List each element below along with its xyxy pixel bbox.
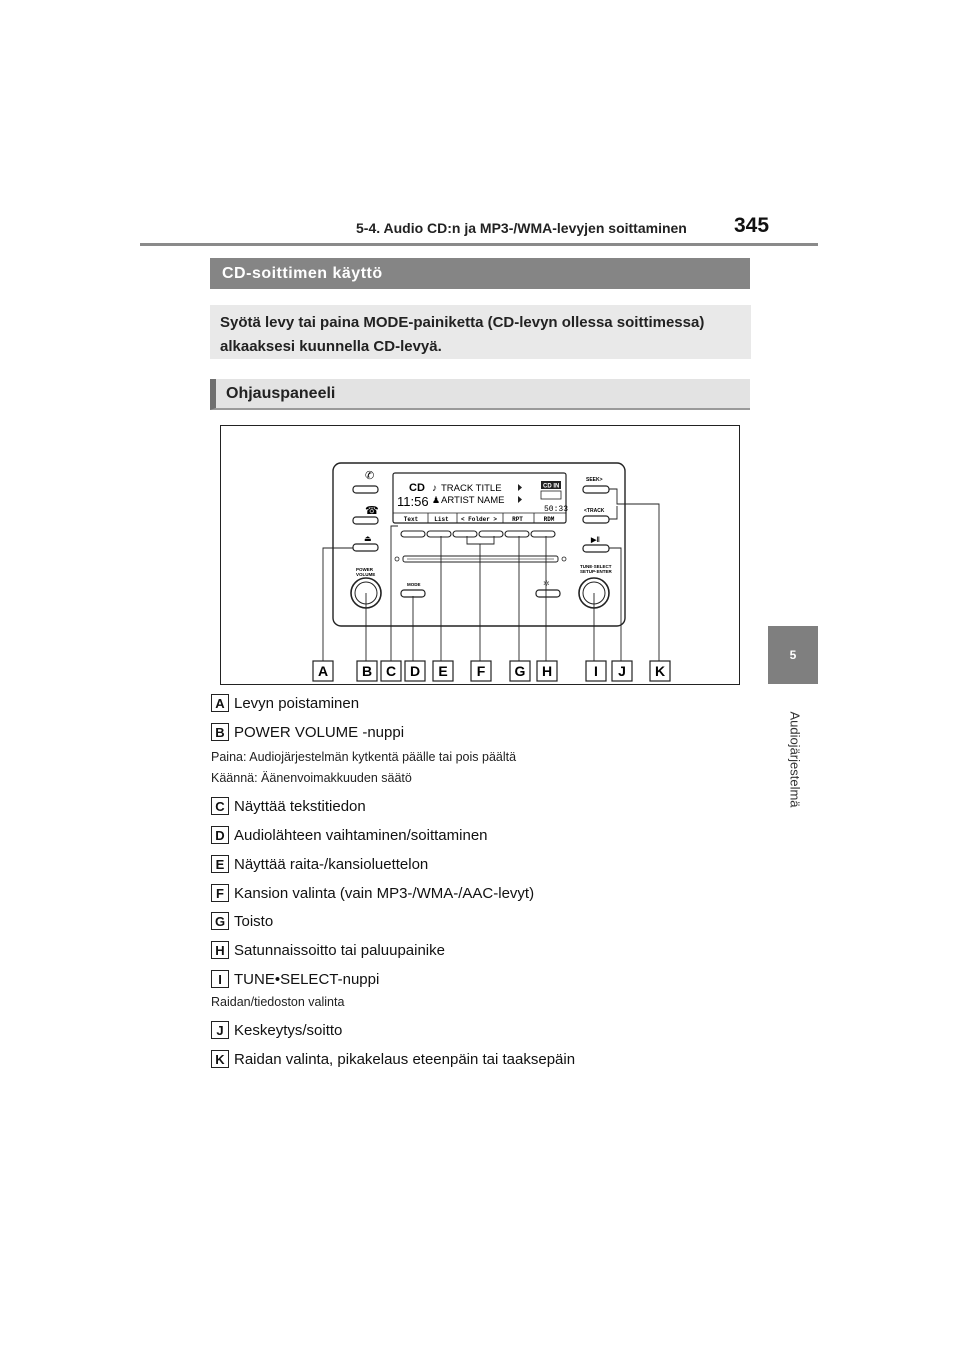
callout-letter-d: D bbox=[409, 663, 421, 679]
legend-item-j bbox=[211, 1020, 342, 1040]
brightness-icon: ✲ bbox=[543, 579, 550, 588]
note-tune-select: Raidan/tiedoston valinta bbox=[211, 995, 345, 1009]
intro-text: Syötä levy tai paina MODE-painiketta (CD-levyn ollessa soittimessa) alkaaksesi kuunnella CD-levyä. bbox=[210, 305, 751, 359]
tune-select-label: TUNE·SELECT bbox=[580, 564, 612, 569]
softkey-button[interactable] bbox=[453, 531, 477, 537]
track-button[interactable] bbox=[583, 516, 609, 523]
phone-on-icon: ✆ bbox=[365, 470, 375, 482]
legend-badge-g: G bbox=[211, 912, 229, 930]
callout-letter-g: G bbox=[514, 663, 526, 679]
seek-button[interactable] bbox=[583, 486, 609, 493]
legend-item-h bbox=[211, 940, 445, 960]
display-person-icon: ♟ bbox=[432, 495, 441, 505]
callout-letter-i: I bbox=[594, 663, 598, 679]
track-label: <TRACK bbox=[584, 508, 605, 514]
legend-badge-b: B bbox=[211, 723, 229, 741]
control-panel-illustration bbox=[221, 426, 739, 684]
legend-item-f bbox=[211, 883, 534, 903]
legend-item-a bbox=[211, 693, 359, 713]
softkey-label: List bbox=[434, 516, 449, 523]
legend-text-e: Näyttää raita-/kansioluettelon bbox=[234, 855, 429, 873]
subsection-title: Ohjauspaneeli bbox=[210, 379, 750, 410]
legend-item-b bbox=[211, 722, 404, 742]
legend-badge-a: A bbox=[211, 694, 229, 712]
display-time: 50:33 bbox=[544, 505, 569, 514]
legend-item-g bbox=[211, 911, 273, 931]
volume-label: VOLUME bbox=[356, 572, 376, 577]
phone-on-button[interactable] bbox=[353, 486, 378, 493]
seek-label: SEEK> bbox=[586, 477, 603, 483]
softkey-label: RPT bbox=[512, 516, 523, 523]
legend-item-k bbox=[211, 1049, 575, 1069]
display-button[interactable] bbox=[536, 590, 560, 597]
legend-text-k: Raidan valinta, pikakelaus eteenpäin tai taaksepäin bbox=[234, 1050, 576, 1068]
callout-letter-j: J bbox=[618, 663, 626, 679]
callout-letter-k: K bbox=[654, 663, 666, 679]
legend-badge-j: J bbox=[211, 1021, 229, 1039]
play-pause-button[interactable] bbox=[583, 545, 609, 552]
legend-text-h: Satunnaissoitto tai paluupainike bbox=[234, 941, 445, 959]
legend-badge-e: E bbox=[211, 855, 229, 873]
legend-text-i: TUNE•SELECT-nuppi bbox=[234, 970, 380, 988]
legend-item-d bbox=[211, 825, 488, 845]
display-source: CD bbox=[409, 482, 425, 494]
callout-letter-b: B bbox=[361, 663, 373, 679]
legend-text-c: Näyttää tekstitiedon bbox=[234, 797, 366, 815]
legend-text-j: Keskeytys/soitto bbox=[234, 1021, 343, 1039]
legend-text-a: Levyn poistaminen bbox=[234, 694, 360, 712]
legend-text-b: POWER VOLUME -nuppi bbox=[234, 723, 405, 741]
legend-badge-k: K bbox=[211, 1050, 229, 1068]
legend-badge-i: I bbox=[211, 970, 229, 988]
running-header: 5-4. Audio CD:n ja MP3-/WMA-levyjen soittaminen bbox=[356, 220, 687, 236]
softkey-label: < Folder > bbox=[460, 516, 498, 523]
phone-off-icon: ☎ bbox=[365, 505, 379, 517]
callout-boxes bbox=[313, 661, 670, 681]
cd-in-label: CD IN bbox=[543, 483, 560, 490]
softkey-label: RDM bbox=[543, 516, 555, 523]
mode-button[interactable] bbox=[401, 590, 425, 597]
softkey-button[interactable] bbox=[505, 531, 529, 537]
mode-label: MODE bbox=[407, 582, 421, 587]
callout-letter-a: A bbox=[317, 663, 329, 679]
legend-text-g: Toisto bbox=[234, 912, 274, 930]
display-track-title: TRACK TITLE bbox=[441, 483, 502, 494]
legend-badge-f: F bbox=[211, 884, 229, 902]
power-label: POWER bbox=[356, 567, 374, 572]
softkey-button[interactable] bbox=[531, 531, 555, 537]
legend-badge-d: D bbox=[211, 826, 229, 844]
callout-letter-h: H bbox=[541, 663, 553, 679]
chapter-tab: 5 bbox=[768, 626, 818, 684]
callout-letter-f: F bbox=[476, 663, 486, 679]
softkey-button[interactable] bbox=[401, 531, 425, 537]
legend-item-i bbox=[211, 969, 379, 989]
callout-letter-e: E bbox=[438, 663, 448, 679]
softkey-button[interactable] bbox=[479, 531, 503, 537]
legend-text-d: Audiolähteen vaihtaminen/soittaminen bbox=[234, 826, 488, 844]
note-turn: Käännä: Äänenvoimakkuuden säätö bbox=[211, 771, 412, 785]
eject-button[interactable] bbox=[353, 544, 378, 551]
setup-enter-label: SETUP·ENTER bbox=[580, 569, 612, 574]
legend-item-c bbox=[211, 796, 366, 816]
eject-icon: ⏏ bbox=[364, 534, 372, 543]
note-press: Paina: Audiojärjestelmän kytkentä päälle tai pois päältä bbox=[211, 750, 517, 764]
softkey-label: Text bbox=[403, 516, 419, 523]
display-note-icon: ♪ bbox=[432, 483, 437, 494]
section-title: CD-soittimen käyttö bbox=[210, 258, 750, 289]
header-rule bbox=[140, 243, 818, 246]
callout-letter-c: C bbox=[385, 663, 397, 679]
chapter-label: Audiojärjestelmä bbox=[787, 711, 803, 808]
legend-badge-h: H bbox=[211, 941, 229, 959]
page-number: 345 bbox=[734, 214, 770, 237]
phone-off-button[interactable] bbox=[353, 517, 378, 524]
softkey-button[interactable] bbox=[427, 531, 451, 537]
legend-text-f: Kansion valinta (vain MP3-/WMA-/AAC-levyt) bbox=[234, 884, 535, 902]
legend-badge-c: C bbox=[211, 797, 229, 815]
control-panel-figure bbox=[220, 425, 740, 685]
display-artist-name: ARTIST NAME bbox=[441, 495, 505, 506]
signal-indicator bbox=[541, 491, 561, 499]
legend-item-e bbox=[211, 854, 428, 874]
display-clock: 11:56 bbox=[397, 494, 429, 509]
play-pause-icon: ▶‖ bbox=[591, 537, 600, 544]
